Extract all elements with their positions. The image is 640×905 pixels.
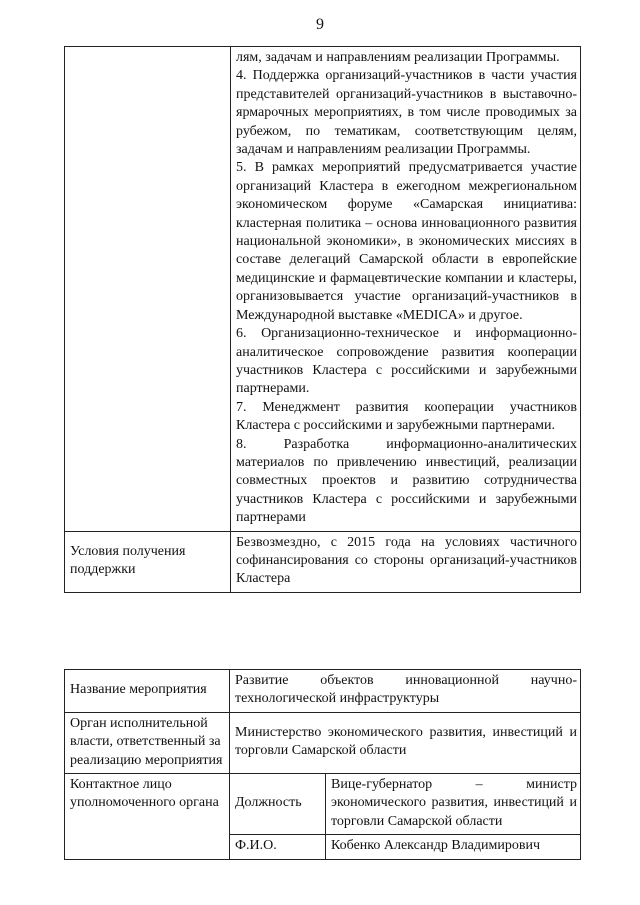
table-row — [65, 531, 581, 592]
position-value-cell — [326, 774, 581, 835]
authority-label-cell — [65, 712, 230, 773]
event-name-value: Развитие объектов инновационной научно-технологической инфраструктуры — [235, 673, 577, 707]
name-value: Кобенко Александр Владимирович — [331, 838, 541, 854]
activity-paragraph: 8. Разработка информационно-аналитических материалов по привлечению инвестиций, реализации совместных проектов и развитию сотрудничества участников Кластера с российскими и зарубежными партнерами — [236, 436, 577, 526]
table-row — [65, 670, 581, 713]
table-row — [65, 712, 581, 773]
event-name-value-cell — [230, 670, 581, 713]
support-conditions-value: Безвозмездно, с 2015 года на условиях частичного софинансирования со стороны организаций-участников Кластера — [236, 534, 577, 587]
authority-value: Министерство экономического развития, инвестиций и торговли Самарской области — [235, 725, 577, 759]
table-cell-empty — [65, 47, 231, 532]
activity-paragraph: 5. В рамках мероприятий предусматривается участие организаций Кластера в ежегодном межрегиональном экономическом форуме «Самарская инициатива: кластерная политика – основа инновационного развития национальной экономики», в экономических миссиях в составе делегаций Самарской области в европейские медицинские и фармацевтические компании и кластеры, организовывается участие организаций-участников в Международной выставке «MEDICA» и другое. — [236, 160, 577, 323]
support-conditions-value-cell — [231, 531, 581, 592]
activity-paragraph: лям, задачам и направлениям реализации Программы. — [236, 50, 560, 65]
position-label-cell — [230, 774, 326, 835]
activity-paragraph: 4. Поддержка организаций-участников в части участия представителей организаций-участников в выставочно-ярмарочных мероприятиях, в том числе проводимых за рубежом, по тематикам, соответствующим целям, задачам и направлениям реализации Программы. — [236, 68, 577, 158]
activity-paragraph: 7. Менеджмент развития кооперации участников Кластера с российскими и зарубежными партнерами. — [236, 399, 577, 434]
contact-label: Контактное лицо уполномоченного органа — [70, 777, 219, 811]
table-row — [65, 47, 581, 532]
event-name-label: Название мероприятия — [70, 682, 207, 698]
activity-paragraph: 6. Организационно-техническое и информационно-аналитическое сопровождение развития кооперации участников Кластера с российскими и зарубежными партнерами. — [236, 326, 577, 397]
authority-label: Орган исполнительной власти, ответственный за реализацию мероприятия — [70, 715, 223, 768]
name-label-cell — [230, 835, 326, 859]
support-conditions-label: Условия получения поддержки — [70, 543, 186, 578]
name-label: Ф.И.О. — [235, 838, 277, 854]
table-row — [65, 774, 581, 835]
contact-label-cell — [65, 774, 230, 860]
name-value-cell — [326, 835, 581, 859]
authority-value-cell — [230, 712, 581, 773]
event-info-table — [64, 669, 581, 860]
table-cell-activities — [231, 47, 581, 532]
position-value: Вице-губернатор – министр экономического развития, инвестиций и торговли Самарской области — [331, 777, 577, 829]
page-number: 9 — [316, 16, 324, 33]
position-label: Должность — [235, 795, 302, 811]
program-activities-table — [64, 46, 581, 593]
support-conditions-label-cell — [65, 531, 231, 592]
event-name-label-cell — [65, 670, 230, 713]
